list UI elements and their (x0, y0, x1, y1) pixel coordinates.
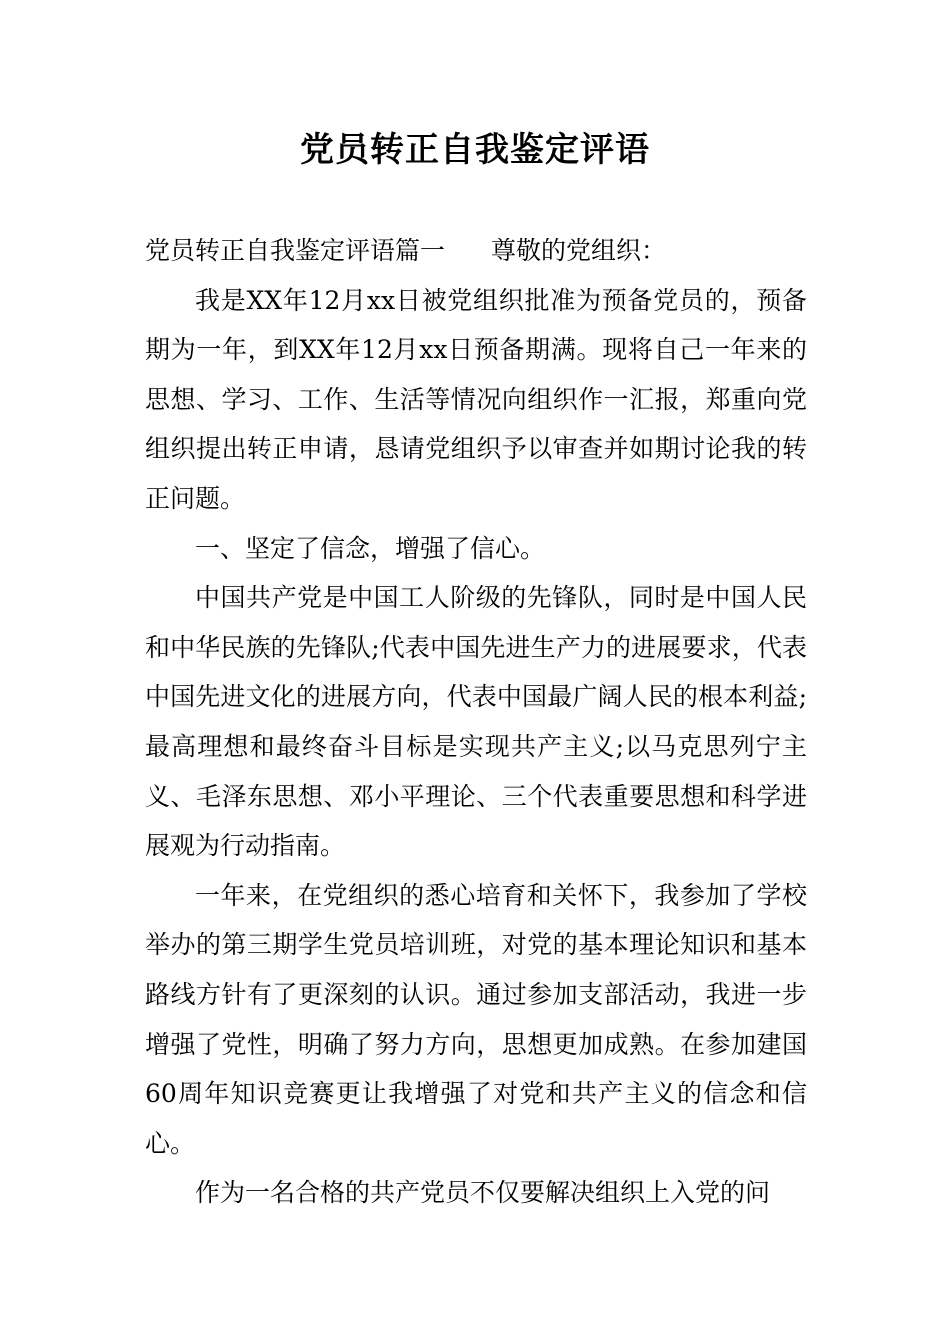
paragraph-qualified-member: 作为一名合格的共产党员不仅要解决组织上入党的问 (195, 1178, 771, 1208)
paragraph-section-one-heading: 一、坚定了信念，增强了信心。 (195, 533, 546, 563)
paragraph-party-definition: 中国共产党是中国工人阶级的先锋队，同时是中国人民和中华民族的先锋队;代表中国先进生产力的进展要求，代表中国先进文化的进展方向，代表中国最广阔人民的根本利益;最高理想和最终奋斗目标是实现共产主义;以马克思列宁主义、毛泽东思想、邓小平理论、三个代表重要思想和科学进展观为行动指南。 (145, 583, 807, 861)
paragraph-year-review: 一年来，在党组织的悉心培育和关怀下，我参加了学校举办的第三期学生党员培训班，对党的基本理论知识和基本路线方针有了更深刻的认识。通过参加支部活动，我进一步增强了党性，明确了努力方向，思想更加成熟。在参加建国60周年知识竞赛更让我增强了对党和共产主义的信念和信心。 (145, 880, 807, 1158)
section-heading: 党员转正自我鉴定评语篇一 (145, 236, 446, 265)
salutation: 尊敬的党组织： (491, 236, 667, 265)
paragraph-intro: 我是XX年12月xx日被党组织批准为预备党员的，预备期为一年，到XX年12月xx日预备期满。现将自己一年来的思想、学习、工作、生活等情况向组织作一汇报，郑重向党组织提出转正申请，恳请党组织予以审查并如期讨论我的转正问题。 (145, 285, 807, 513)
heading-line (145, 226, 807, 276)
document-body (145, 226, 807, 1218)
document-title: 党员转正自我鉴定评语 (300, 130, 650, 170)
